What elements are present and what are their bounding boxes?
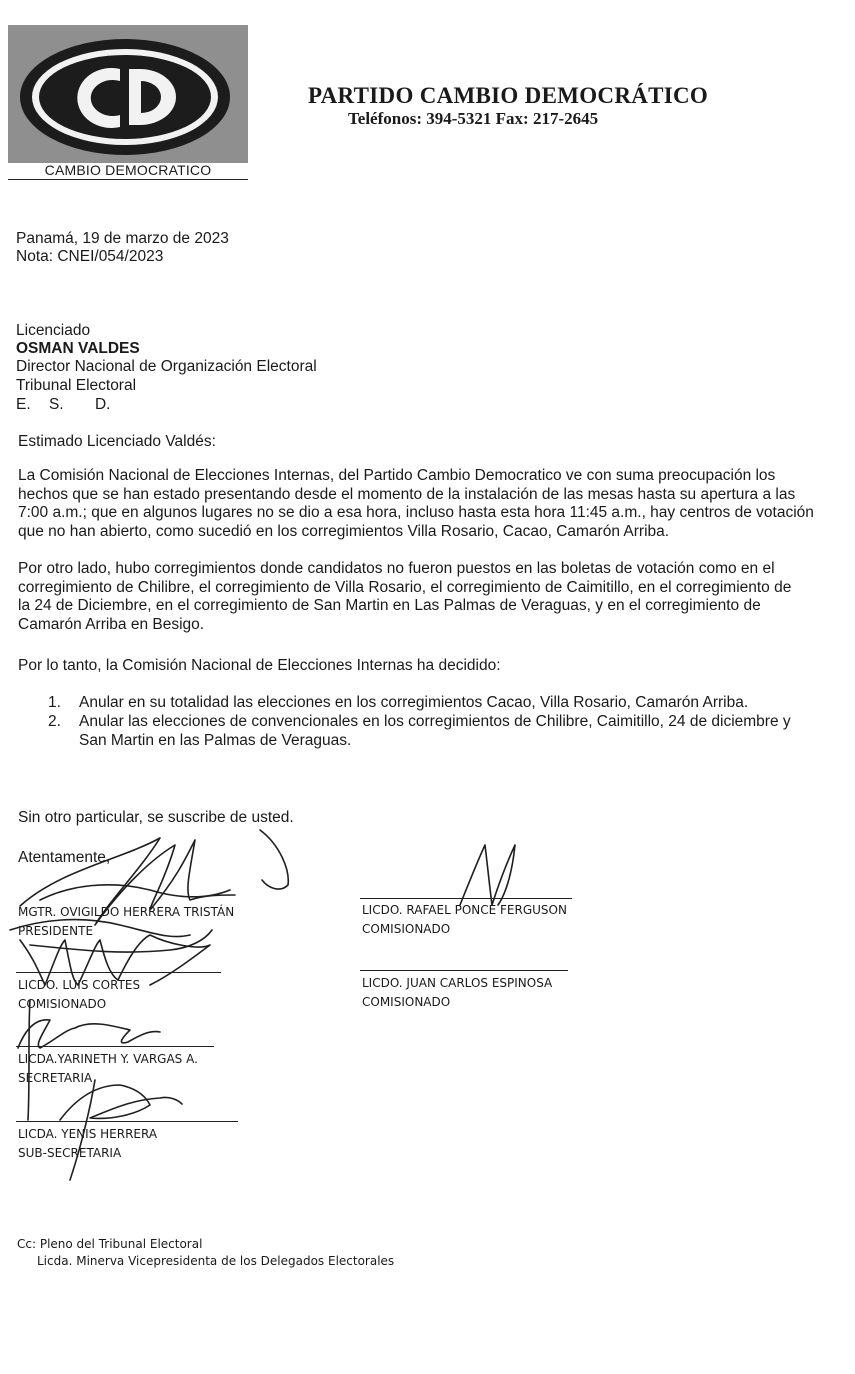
- signatory-role: COMISIONADO: [362, 995, 451, 1009]
- esd-d: D.: [94, 396, 111, 413]
- note-number: Nota: CNEI/054/2023: [16, 248, 164, 265]
- signatory-role: COMISIONADO: [18, 997, 107, 1011]
- signatory-name: LICDA.YARINETH Y. VARGAS A.: [18, 1052, 198, 1066]
- list-text: San Martin en las Palmas de Veraguas.: [79, 732, 352, 749]
- signatory-name: LICDO. RAFAEL PONCE FERGUSON: [362, 903, 567, 917]
- party-phones: Teléfonos: 394-5321 Fax: 217-2645: [348, 109, 599, 128]
- list-text: Anular las elecciones de convencionales en los corregimientos de Chilibre, Caimitillo, 24 de diciembre y: [79, 713, 791, 730]
- signatory-role: SECRETARIA: [18, 1071, 93, 1085]
- recipient-org: Tribunal Electoral: [16, 377, 137, 394]
- party-logo-emblem: [8, 25, 248, 163]
- closing-regards: Atentamente,: [18, 849, 111, 866]
- signature-line: [16, 1121, 238, 1122]
- recipient-esd: [16, 396, 110, 415]
- list-number: 2.: [48, 713, 61, 730]
- place-date: Panamá, 19 de marzo de 2023: [16, 230, 229, 247]
- recipient-title: Licenciado: [16, 322, 91, 339]
- decisions-list: [48, 694, 855, 754]
- esd-s: S.: [48, 396, 64, 413]
- recipient-name: OSMAN VALDES: [16, 340, 140, 357]
- signatory-2: [18, 976, 140, 1014]
- signatory-3: [18, 1050, 198, 1088]
- cc-line-1: Cc: Pleno del Tribunal Electoral: [17, 1237, 203, 1251]
- paragraph-line: que no han abierto, como sucedió en los corregimientos Villa Rosario, Cacao, Camarón Arriba.: [18, 522, 670, 540]
- signatory-name: MGTR. OVIGILDO HERRERA TRISTÁN: [18, 905, 235, 919]
- paragraph-line: La Comisión Nacional de Elecciones Internas, del Partido Cambio Democratico ve con suma preocupación los: [18, 467, 776, 484]
- paragraph-line: corregimiento de Chilibre, el corregimiento de Villa Rosario, el corregimiento de Caimitillo, en el corregimiento de: [18, 578, 792, 596]
- salutation: Estimado Licenciado Valdés:: [18, 433, 216, 450]
- signatory-role: SUB-SECRETARIA: [18, 1146, 122, 1160]
- list-text: Anular en su totalidad las elecciones en los corregimientos Cacao, Villa Rosario, Camarón Arriba.: [79, 694, 749, 711]
- signature-line: [16, 1046, 214, 1047]
- signature-line: [16, 972, 221, 973]
- signatory-role: PRESIDENTE: [18, 924, 94, 938]
- signature-line: [360, 970, 568, 971]
- party-name: PARTIDO CAMBIO DEMOCRÁTICO: [308, 83, 709, 108]
- logo-caption: CAMBIO DEMOCRATICO: [8, 162, 248, 180]
- paragraph-line: Camarón Arriba en Besigo.: [18, 615, 205, 633]
- esd-e: E.: [16, 396, 31, 413]
- paragraph-line: la 24 de Diciembre, en el corregimiento de San Martin en Las Palmas de Veraguas, y en el corregimiento de: [18, 597, 761, 614]
- signatory-name: LICDO. JUAN CARLOS ESPINOSA: [362, 976, 553, 990]
- signature-line: [360, 898, 572, 899]
- paragraph-line: Por otro lado, hubo corregimientos donde candidatos no fueron puestos en las boletas de votación como en el: [18, 560, 775, 577]
- signatory-name: LICDO. LUIS CORTES: [18, 978, 141, 992]
- signatory-1: [18, 903, 234, 941]
- signatory-5: [362, 901, 567, 939]
- signatory-role: COMISIONADO: [362, 922, 451, 936]
- logo-text: CD: [8, 25, 10, 26]
- signatory-6: [362, 974, 552, 1012]
- signatory-name: LICDA. YENIS HERRERA: [18, 1127, 158, 1141]
- paragraph-line: hechos que se han estado presentando desde el momento de la instalación de las mesas hasta su apertura a las: [18, 485, 796, 503]
- paragraph-line: 7:00 a.m.; que en algunos lugares no se dio a esa hora, incluso hasta esta hora 11:45 a.m., hay centros de votación: [18, 504, 814, 521]
- paragraph-1: [18, 467, 855, 541]
- paragraph-3: [18, 657, 855, 676]
- closing-line: Sin otro particular, se suscribe de usted.: [18, 809, 294, 826]
- party-logo: [8, 25, 248, 163]
- list-number: 1.: [48, 694, 61, 711]
- recipient-position: Director Nacional de Organización Electoral: [16, 358, 317, 375]
- paragraph-2: [18, 560, 855, 634]
- paragraph-line: Por lo tanto, la Comisión Nacional de Elecciones Internas ha decidido:: [18, 657, 501, 674]
- signatory-4: [18, 1125, 157, 1163]
- cc-line-2: Licda. Minerva Vicepresidenta de los Delegados Electorales: [37, 1254, 395, 1268]
